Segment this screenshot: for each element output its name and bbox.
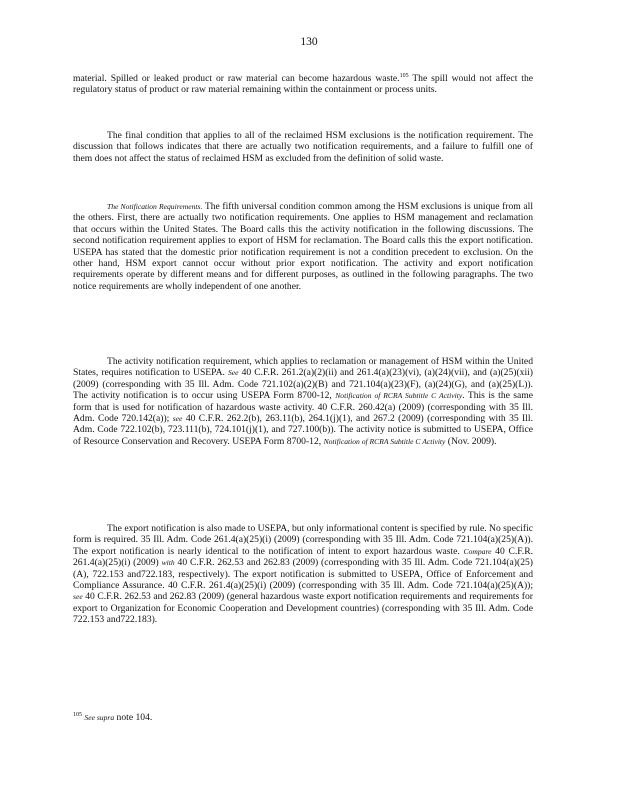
footnote — [73, 712, 533, 723]
text-run: The activity notification requirement, which applies to reclamation or management of HSM within the United States, requires notification to USEPA. — [73, 356, 533, 379]
footnote-text: note 104. — [114, 712, 153, 723]
paragraph-activity-notification — [73, 356, 533, 447]
text-run: (Nov. 2009). — [445, 435, 497, 447]
paragraph-spill-continuation — [73, 73, 533, 96]
citation-signal: See — [227, 368, 239, 378]
page-number: 130 — [300, 36, 318, 48]
form-title: Notification of RCRA Subtitle C Activity — [323, 436, 446, 446]
citation-signal: see — [172, 414, 183, 424]
footnote-number: 105 — [73, 711, 82, 718]
text-run: 40 C.F.R. 262.53 and 262.83 (2009) (corresponding with 35 Ill. Adm. Code 721.104(a)(25)(A), 722.153 and722.183, respectively). The export notification is submitted to USEPA, Office of Enforcement and Compliance Assurance. 40 C.F.R. 261.4(a)(25)(i) (2009) (corresponding with 35 Ill. Adm. Code 721.104(a)(25)(A)); — [73, 557, 533, 592]
footnote-reference: 105 — [399, 72, 409, 79]
text-run: The export notification is also made to USEPA, but only informational content is specified by rule. No specific form is required. 35 Ill. Adm. Code 261.4(a)(25)(i) (2009) (corresponding with 35 Ill. Adm. Code 721.104(a)(25)(A)). The export notification is nearly identical to the notification of intent to export hazardous waste. — [73, 523, 533, 557]
paragraph-final-condition: The final condition that applies to all of the reclaimed HSM exclusions is the notification requirement. The discussion that follows indicates that there are actually two notification requirements, and a failure to fulfill one of them does not affect the status of reclaimed HSM as excluded from the definition of solid waste. — [73, 130, 533, 164]
citation-signal: with — [161, 558, 175, 568]
text-run: 40 C.F.R. 262.2(b), 263.11(b), 264.1(j)(1), and 267.2 (2009) (corresponding with 35 Ill. Adm. Code 722.102(b), 723.111(b), 724.101(j)(1), and 727.100(b)). The activity notice is submitted to USEPA, Office of Resource Conservation and Recovery. USEPA Form 8700-12, — [73, 413, 533, 447]
text-run: 40 C.F.R. 262.53 and 262.83 (2009) (general hazardous waste export notification requirements and requirements for export to Organization for Economic Cooperation and Development countries) (corresponding with 35 Ill. Adm. Code 722.153 and722.183). — [73, 591, 533, 626]
section-heading: The Notification Requirements. — [107, 202, 203, 211]
paragraph-export-notification — [73, 523, 533, 626]
text-run: 40 C.F.R. 261.2(a)(2)(ii) and 261.4(a)(23)(vi), (a)(24)(vii), and (a)(25)(xii) (2009) (corresponding with 35 Ill. Adm. Code 721.102(a)(2)(B) and 721.104(a)(23)(F), (a)(24)(G), and (a)(25)(L)). The activity notification is to occur using USEPA Form 8700-12, — [73, 367, 533, 402]
text-run: material. Spilled or leaked product or raw material can become hazardous waste. — [73, 73, 400, 84]
text-run: 40 C.F.R. 261.4(a)(25)(i) (2009) — [73, 545, 534, 569]
citation-signal: see — [73, 592, 83, 602]
text-run: The fifth universal condition common among the HSM exclusions is unique from all the others. First, there are actually two notification requirements. One applies to HSM management and reclamation that occurs within the United States. The Board calls this the activity notification in the following discussions. The second notification requirement applies to export of HSM for reclamation. The Board calls this the export notification. USEPA has stated that the domestic prior notification requirement is not a condition precedent to exclusion. On the other hand, HSM export cannot occur without prior export notification. The activity and export notification requirements operate by different means and for different purposes, as outlined in the following paragraphs. The two notice requirements are wholly independent of one another. — [73, 201, 533, 292]
text-run: . This is the same form that is used for notification of hazardous waste activity. 40 C.F.R. 260.42(a) (2009) (corresponding with 35 Ill. Adm. Code 720.142(a)); — [73, 390, 534, 425]
citation-signal: Compare — [463, 546, 492, 556]
paragraph-notification-requirements — [73, 201, 533, 292]
text-run: The spill would not affect the regulatory status of product or raw material remaining within the containment or process units. — [73, 73, 534, 96]
form-title: Notification of RCRA Subtitle C Activity — [335, 391, 463, 401]
citation-signal: See supra — [84, 713, 115, 722]
